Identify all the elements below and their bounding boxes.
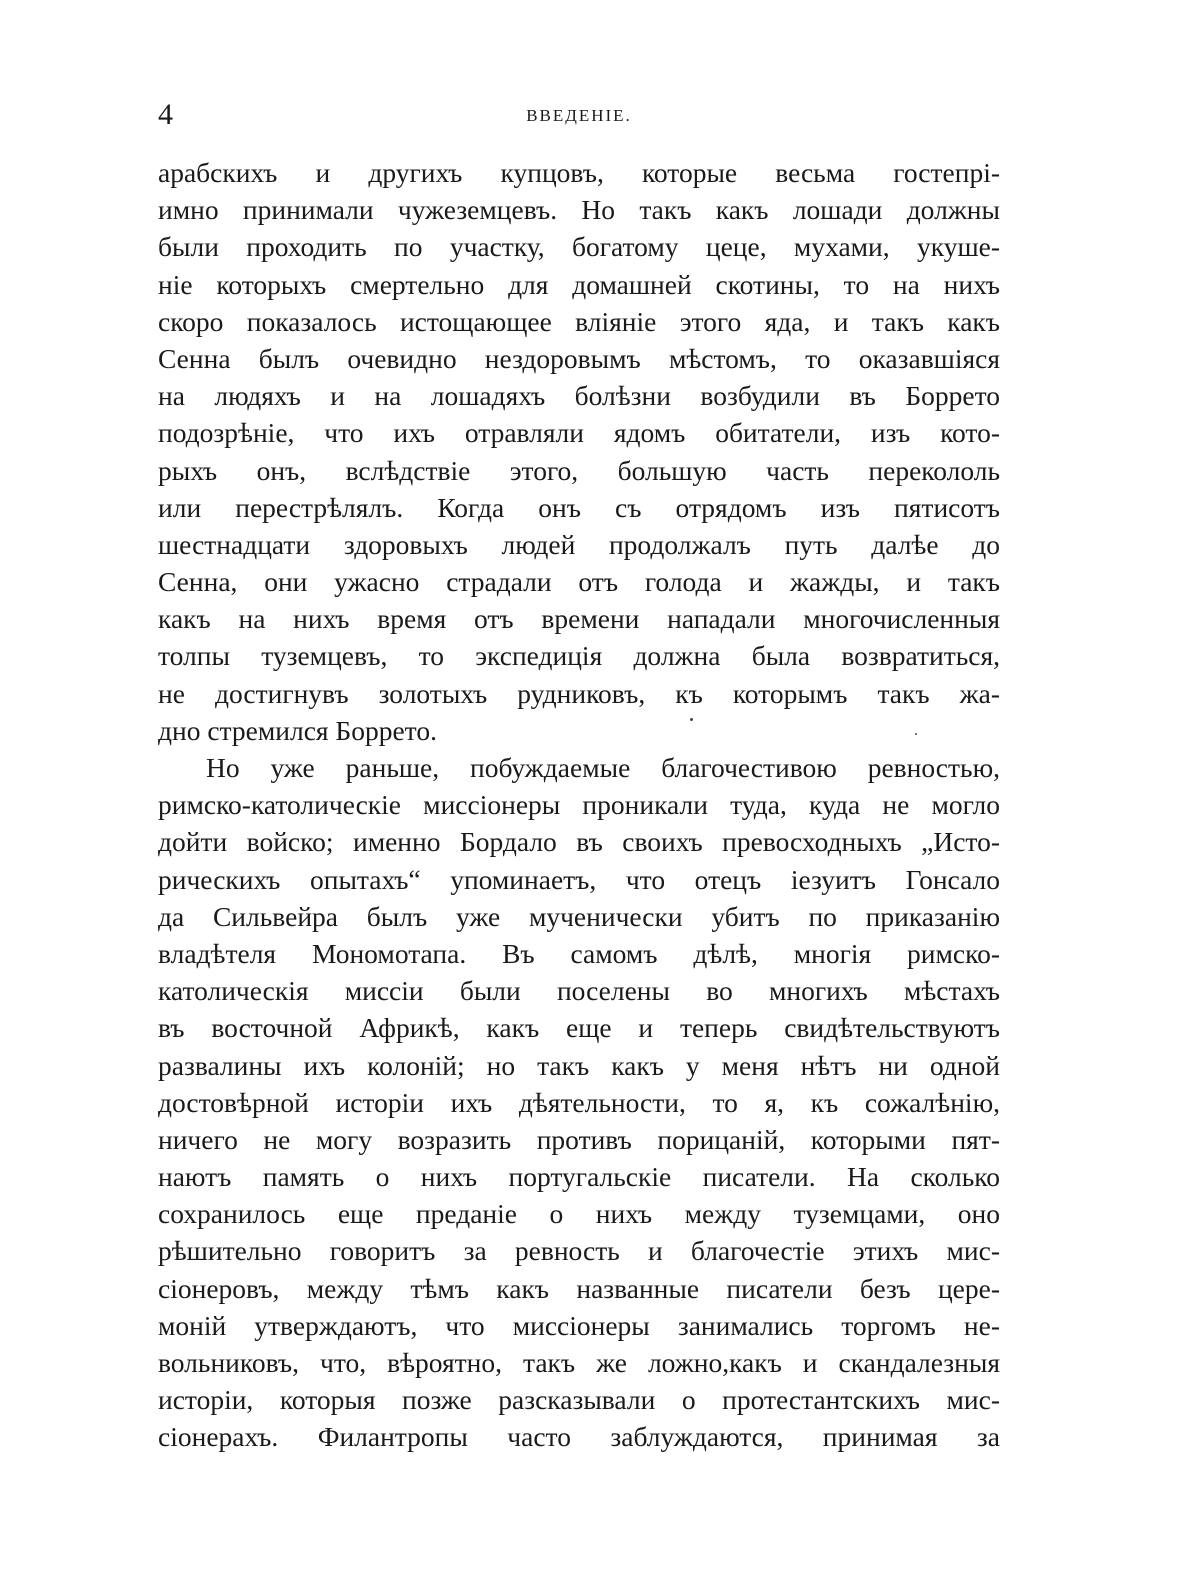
text-line: Сенна былъ очевидно нездоровымъ мѣстомъ, то оказавшіяся <box>158 342 1000 374</box>
text-line: ніе которыхъ смертельно для домашней скотины, то на нихъ <box>158 268 1000 300</box>
text-line: на людяхъ и на лошадяхъ болѣзни возбудили въ Боррето <box>158 380 1000 412</box>
text-line: моній утверждаютъ, что миссіонеры занимались торгомъ не- <box>158 1309 1000 1341</box>
text-line: дно стремился Боррето. <box>158 714 437 746</box>
page-number: 4 <box>158 98 173 131</box>
text-line: были проходить по участку, богатому цеце, мухами, укуше- <box>158 231 1000 263</box>
text-line: имно принимали чужеземцевъ. Но такъ какъ лошади должны <box>158 194 1000 226</box>
text-line: развалины ихъ колоній; но такъ какъ у меня нѣтъ ни одной <box>158 1049 1000 1081</box>
text-line: дойти войско; именно Бордало въ своихъ превосходныхъ „Исто- <box>158 826 1000 858</box>
text-line: католическія миссіи были поселены во многихъ мѣстахъ <box>158 975 1000 1007</box>
text-line: вольниковъ, что, вѣроятно, такъ же ложно,какъ и скандалезныя <box>158 1347 1000 1378</box>
text-line: Сенна, они ужасно страдали отъ голода и жажды, и такъ <box>158 566 1000 598</box>
text-line: сіонеровъ, между тѣмъ какъ названные писатели безъ цере- <box>158 1272 1000 1304</box>
text-line: римско-католическіе миссіонеры проникали туда, куда не могло <box>158 789 1000 821</box>
text-line: или перестрѣлялъ. Когда онъ съ отрядомъ изъ пятисотъ <box>158 491 1000 523</box>
text-line: въ восточной Африкѣ, какъ еще и теперь свидѣтельствуютъ <box>158 1012 1000 1044</box>
scan-speck <box>915 733 917 735</box>
text-line: да Сильвейра былъ уже мученически убитъ по приказанію <box>158 900 1000 932</box>
paragraph-1 <box>158 154 1000 749</box>
paragraph-2 <box>158 749 1000 1456</box>
text-line: достовѣрной исторіи ихъ дѣятельности, то я, къ сожалѣнію, <box>158 1086 1000 1118</box>
text-line: исторіи, которыя позже разсказывали о протестантскихъ мис- <box>158 1384 1000 1416</box>
text-line: не достигнувъ золотыхъ рудниковъ, къ которымъ такъ жа- <box>158 677 1000 709</box>
text-line: сохранилось еще преданіе о нихъ между туземцами, оно <box>158 1198 1000 1230</box>
text-line: рическихъ опытахъ“ упоминаетъ, что отецъ іезуитъ Гонсало <box>158 863 1000 895</box>
text-line: сіонерахъ. Филантропы часто заблуждаются, принимая за <box>158 1421 1000 1453</box>
body-text <box>158 154 1000 1456</box>
text-line: Но уже раньше, побуждаемые благочестивою ревностью, <box>206 752 1000 783</box>
text-line: подозрѣніе, что ихъ отравляли ядомъ обитатели, изъ кото- <box>158 417 1000 449</box>
text-line: наютъ память о нихъ португальскіе писатели. На сколько <box>158 1161 1000 1193</box>
text-line: арабскихъ и другихъ купцовъ, которые весьма гостепрі- <box>158 157 1000 188</box>
text-line: ничего не могу возразить противъ порицаній, которыми пят- <box>158 1123 1000 1155</box>
text-line: толпы туземцевъ, то экспедиція должна была возвратиться, <box>158 640 1000 672</box>
text-line: рѣшительно говоритъ за ревность и благочестіе этихъ мис- <box>158 1235 1000 1267</box>
scan-speck <box>690 718 693 721</box>
text-line: скоро показалось истощающее вліяніе этого яда, и такъ какъ <box>158 305 1000 337</box>
running-head <box>158 95 1000 135</box>
text-line: владѣтеля Мономотапа. Въ самомъ дѣлѣ, многія римско- <box>158 937 1000 969</box>
text-line: какъ на нихъ время отъ времени нападали многочисленныя <box>158 603 1000 635</box>
text-line: шестнадцати здоровыхъ людей продолжалъ путь далѣе до <box>158 528 1000 560</box>
text-line: рыхъ онъ, вслѣдствіе этого, большую часть перекололь <box>158 454 1000 486</box>
section-title: ВВЕДЕНІЕ. <box>526 106 632 125</box>
